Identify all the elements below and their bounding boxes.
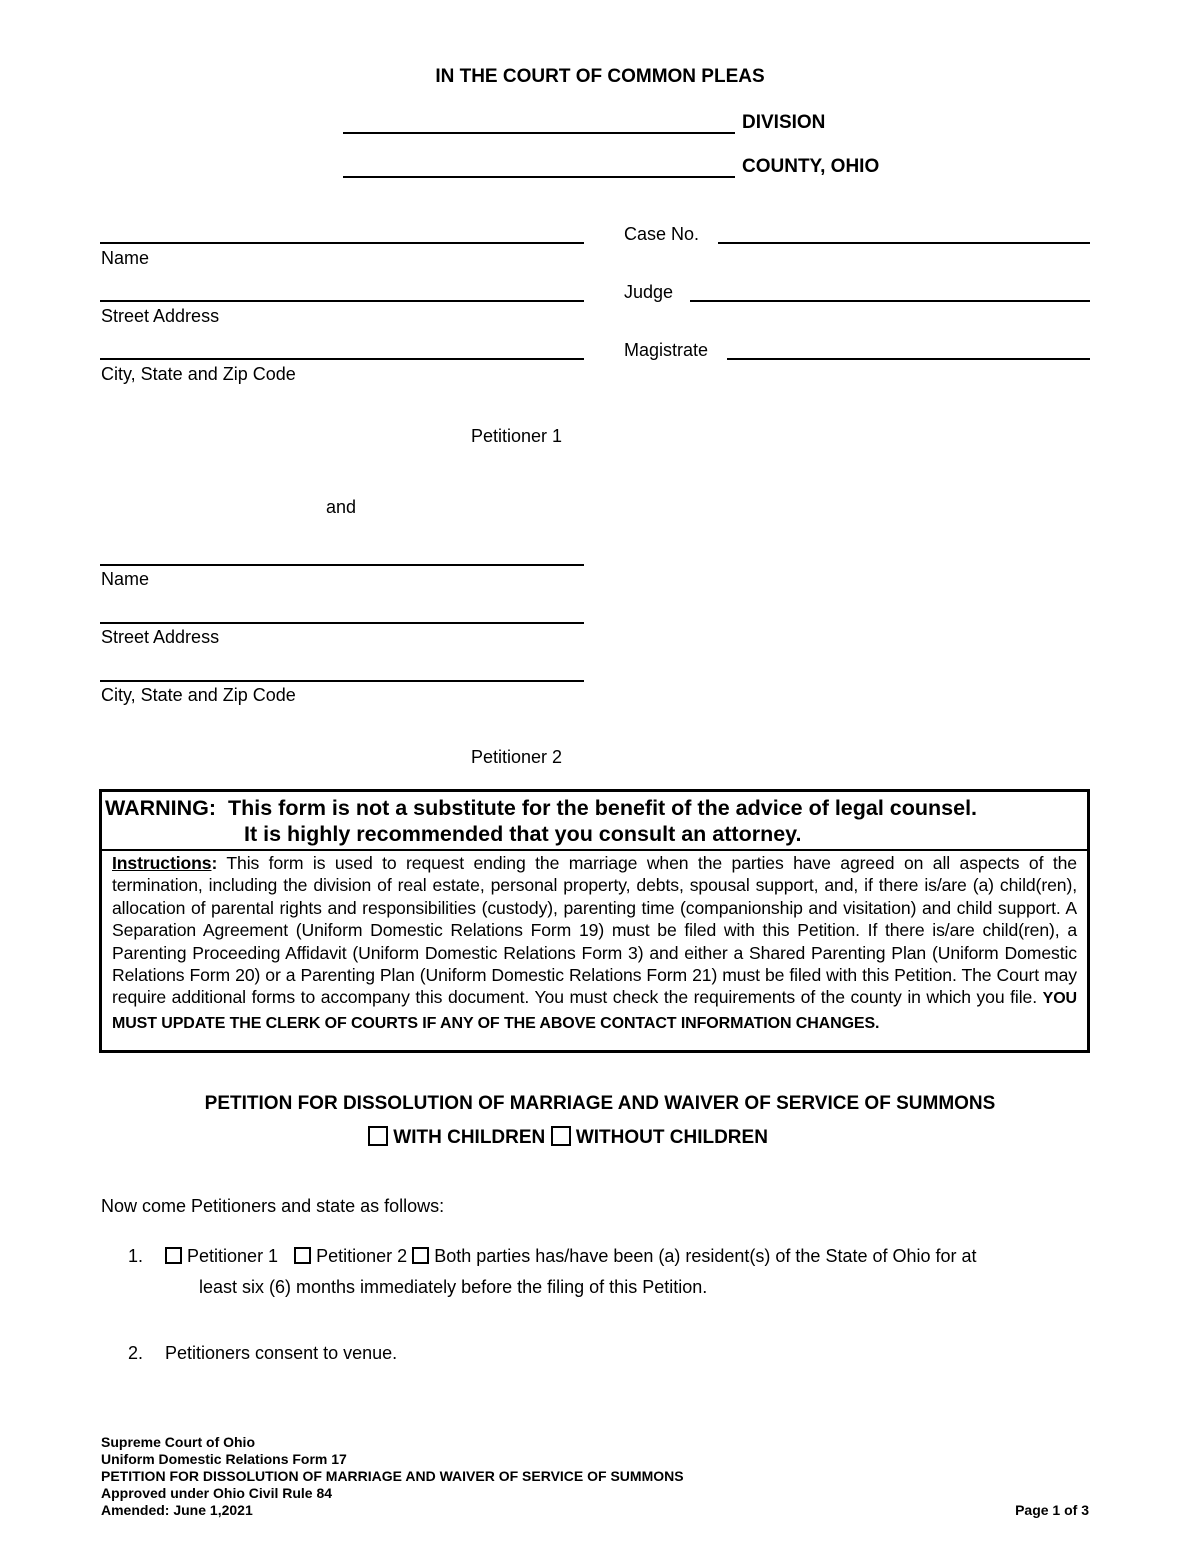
item1-both-checkbox[interactable] [412,1247,429,1264]
page-number: Page 1 of 3 [1015,1502,1089,1518]
division-field[interactable] [343,132,735,134]
item1-number: 1. [128,1246,144,1266]
instructions-colon: : [211,853,218,873]
children-options [368,1126,768,1149]
warning-header [102,792,1087,851]
petitioner2-name-field[interactable] [100,564,584,566]
judge-field[interactable] [690,300,1090,302]
petitioner1-city-field[interactable] [100,358,584,360]
footer-line5: Amended: June 1,2021 [101,1502,253,1518]
item1-options [165,1246,977,1267]
item1-petitioner2-checkbox[interactable] [294,1247,311,1264]
item1-petitioner1-label: Petitioner 1 [187,1246,279,1266]
petitioner2-street-label: Street Address [101,627,220,647]
footer-line2: Uniform Domestic Relations Form 17 [101,1451,347,1467]
warning-box [99,789,1090,1053]
case-no-label: Case No. [624,224,700,244]
instructions-label: Instructions [112,853,212,873]
county-label: COUNTY, OHIO [742,156,880,177]
item1-petitioner2-label: Petitioner 2 [316,1246,408,1266]
petition-title: PETITION FOR DISSOLUTION OF MARRIAGE AND WAIVER OF SERVICE OF SUMMONS [204,1093,996,1114]
instructions-bold-notice: YOU MUST UPDATE THE CLERK OF COURTS IF ANY OF THE ABOVE CONTACT INFORMATION CHANGES. [112,990,1077,1032]
case-no-field[interactable] [718,242,1090,244]
with-children-label: WITH CHILDREN [393,1127,546,1148]
petitioner1-street-field[interactable] [100,300,584,302]
footer-line1: Supreme Court of Ohio [101,1434,255,1450]
with-children-checkbox[interactable] [368,1126,388,1146]
magistrate-label: Magistrate [624,340,709,360]
magistrate-field[interactable] [727,358,1090,360]
petitioner2-street-field[interactable] [100,622,584,624]
item1-text-line2: least six (6) months immediately before the filing of this Petition. [199,1277,708,1297]
petitioner1-street-label: Street Address [101,306,220,326]
petitioner2-name-label: Name [101,569,150,589]
and-text: and [326,497,357,517]
warning-line2: It is highly recommended that you consult an attorney. [244,822,802,846]
petitioner2-city-field[interactable] [100,680,584,682]
petitioner1-city-label: City, State and Zip Code [101,364,296,384]
footer-line4: Approved under Ohio Civil Rule 84 [101,1485,333,1501]
petitioner2-role: Petitioner 2 [471,747,563,767]
petitioner1-name-label: Name [101,248,150,268]
instructions-paragraph [102,851,1087,1035]
without-children-checkbox[interactable] [551,1126,571,1146]
item1-petitioner1-checkbox[interactable] [165,1247,182,1264]
footer-line3: PETITION FOR DISSOLUTION OF MARRIAGE AND WAIVER OF SERVICE OF SUMMONS [101,1468,684,1484]
division-label: DIVISION [742,112,826,133]
without-children-label: WITHOUT CHILDREN [575,1127,768,1148]
item1-text-line1: Both parties has/have been (a) resident(s) of the State of Ohio for at [434,1246,977,1266]
item2-text: Petitioners consent to venue. [165,1343,398,1363]
petitioner1-role: Petitioner 1 [471,426,563,446]
warning-line1: WARNING: This form is not a substitute for the benefit of the advice of legal counsel. [105,796,978,820]
item2-number: 2. [128,1343,144,1363]
petitioner1-name-field[interactable] [100,242,584,244]
judge-label: Judge [624,282,674,302]
intro-text: Now come Petitioners and state as follows: [101,1196,445,1216]
footer-block [101,1434,684,1519]
petitioner2-city-label: City, State and Zip Code [101,685,296,705]
instructions-text: This form is used to request ending the marriage when the parties have agreed on all aspects of the termination, including the division of real estate, personal property, debts, spousal support, and, if there is/are (a) child(ren), allocation of parental rights and responsibilities (custody), parenting time (companionship and visitation) and child support. A Separation Agreement (Uniform Domestic Relations Form 19) must be filed with this Petition. If there is/are child(ren), a Parenting Proceeding Affidavit (Uniform Domestic Relations Form 3) and either a Shared Parenting Plan (Uniform Domestic Relations Form 20) or a Parenting Plan (Uniform Domestic Relations Form 21) must be filed with this Petition. The Court may require additional forms to accompany this document. You must check the requirements of the county in which you file. [112,853,1077,1008]
court-title: IN THE COURT OF COMMON PLEAS [435,66,765,87]
county-field[interactable] [343,176,735,178]
